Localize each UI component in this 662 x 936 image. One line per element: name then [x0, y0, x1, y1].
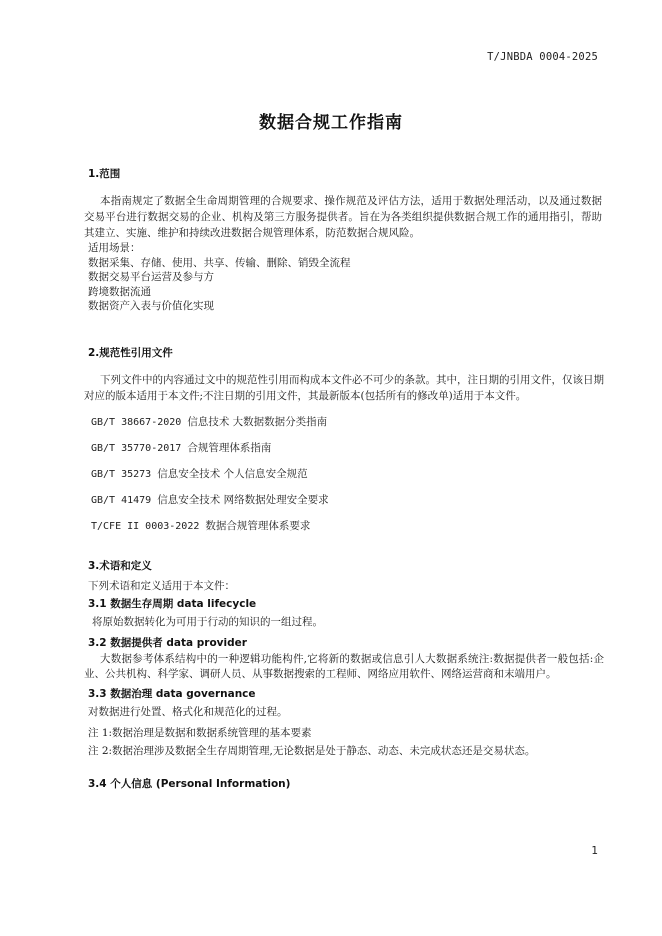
- scope-paragraph: 本指南规定了数据全生命周期管理的合规要求、操作规范及评估方法，适用于数据处理活动，以及通过数据交易平台进行数据交易的企业、机构及第三方服务提供者。旨在为各类组织提供数据合规工作的通用指引，帮助其建立、实施、维护和持续改进数据合规管理体系，防范数据合规风险。: [84, 195, 602, 239]
- term-heading: 3.2 数据提供者 data provider: [88, 636, 247, 649]
- scenario-item: 跨境数据流通: [88, 285, 151, 298]
- reference-name: 数据合规管理体系要求: [205, 519, 311, 532]
- reference-code: GB/T 35273: [91, 468, 152, 480]
- reference-item: [91, 467, 602, 482]
- reference-name: 信息安全技术 个人信息安全规范: [157, 467, 308, 480]
- term-definition: 大数据参考体系结构中的一种逻辑功能构件,它将新的数据或信息引人大数据系统注:数据提供者一般包括:企业、公共机构、科学家、调研人员、从事数据搜索的工程师、网络应用软件、网络运营商和末端用户。: [84, 652, 604, 680]
- reference-code: GB/T 41479: [91, 494, 152, 506]
- section-heading-normative-references: 2.规范性引用文件: [88, 346, 173, 359]
- term-definition: 对数据进行处置、格式化和规范化的过程。: [88, 705, 288, 718]
- reference-name: 信息安全技术 网络数据处理安全要求: [157, 493, 329, 506]
- document-body: [84, 166, 604, 792]
- standard-code: T/JNBDA 0004-2025: [487, 51, 598, 63]
- section-heading-scope: 1.范围: [88, 168, 121, 180]
- term-note: 注 2:数据治理涉及数据全生存周期管理,无论数据是处于静态、动态、未完成状态还是交易状态。: [88, 744, 536, 757]
- reference-item: [91, 519, 602, 534]
- page-number: 1: [591, 845, 598, 857]
- scenario-item: 数据资产入表与价值化实现: [88, 300, 214, 312]
- scenario-item: 数据交易平台运营及参与方: [88, 271, 214, 283]
- reference-code: GB/T 35770-2017: [91, 442, 182, 454]
- reference-name: 合规管理体系指南: [187, 441, 272, 454]
- scenario-item: 数据采集、存储、使用、共享、传输、删除、销毁全流程: [88, 256, 351, 269]
- reference-item: [91, 441, 602, 456]
- term-definition: 将原始数据转化为可用于行动的知识的一组过程。: [92, 615, 323, 628]
- reference-item: [91, 493, 602, 508]
- terms-intro: 下列术语和定义适用于本文件：: [88, 579, 235, 592]
- section-heading-terms-definitions: 3.术语和定义: [88, 559, 152, 572]
- reference-code: GB/T 38667-2020: [91, 416, 182, 428]
- reference-item: [91, 415, 602, 430]
- term-heading: 3.4 个人信息 (Personal Information): [88, 777, 291, 790]
- term-heading: 3.1 数据生存周期 data lifecycle: [88, 597, 257, 610]
- reference-code: T/CFE II 0003-2022: [91, 520, 200, 532]
- document-title: 数据合规工作指南: [259, 113, 403, 133]
- scenarios-label: 适用场景：: [88, 242, 141, 254]
- term-heading: 3.3 数据治理 data governance: [88, 687, 256, 700]
- term-note: 注 1:数据治理是数据和数据系统管理的基本要素: [88, 726, 312, 739]
- references-paragraph: 下列文件中的内容通过文中的规范性引用而构成本文件必不可少的条款。其中，注日期的引用文件，仅该日期对应的版本适用于本文件;不注日期的引用文件，其最新版本(包括所有的修改单)适用于本文件。: [84, 373, 604, 402]
- reference-name: 信息技术 大数据数据分类指南: [187, 415, 328, 428]
